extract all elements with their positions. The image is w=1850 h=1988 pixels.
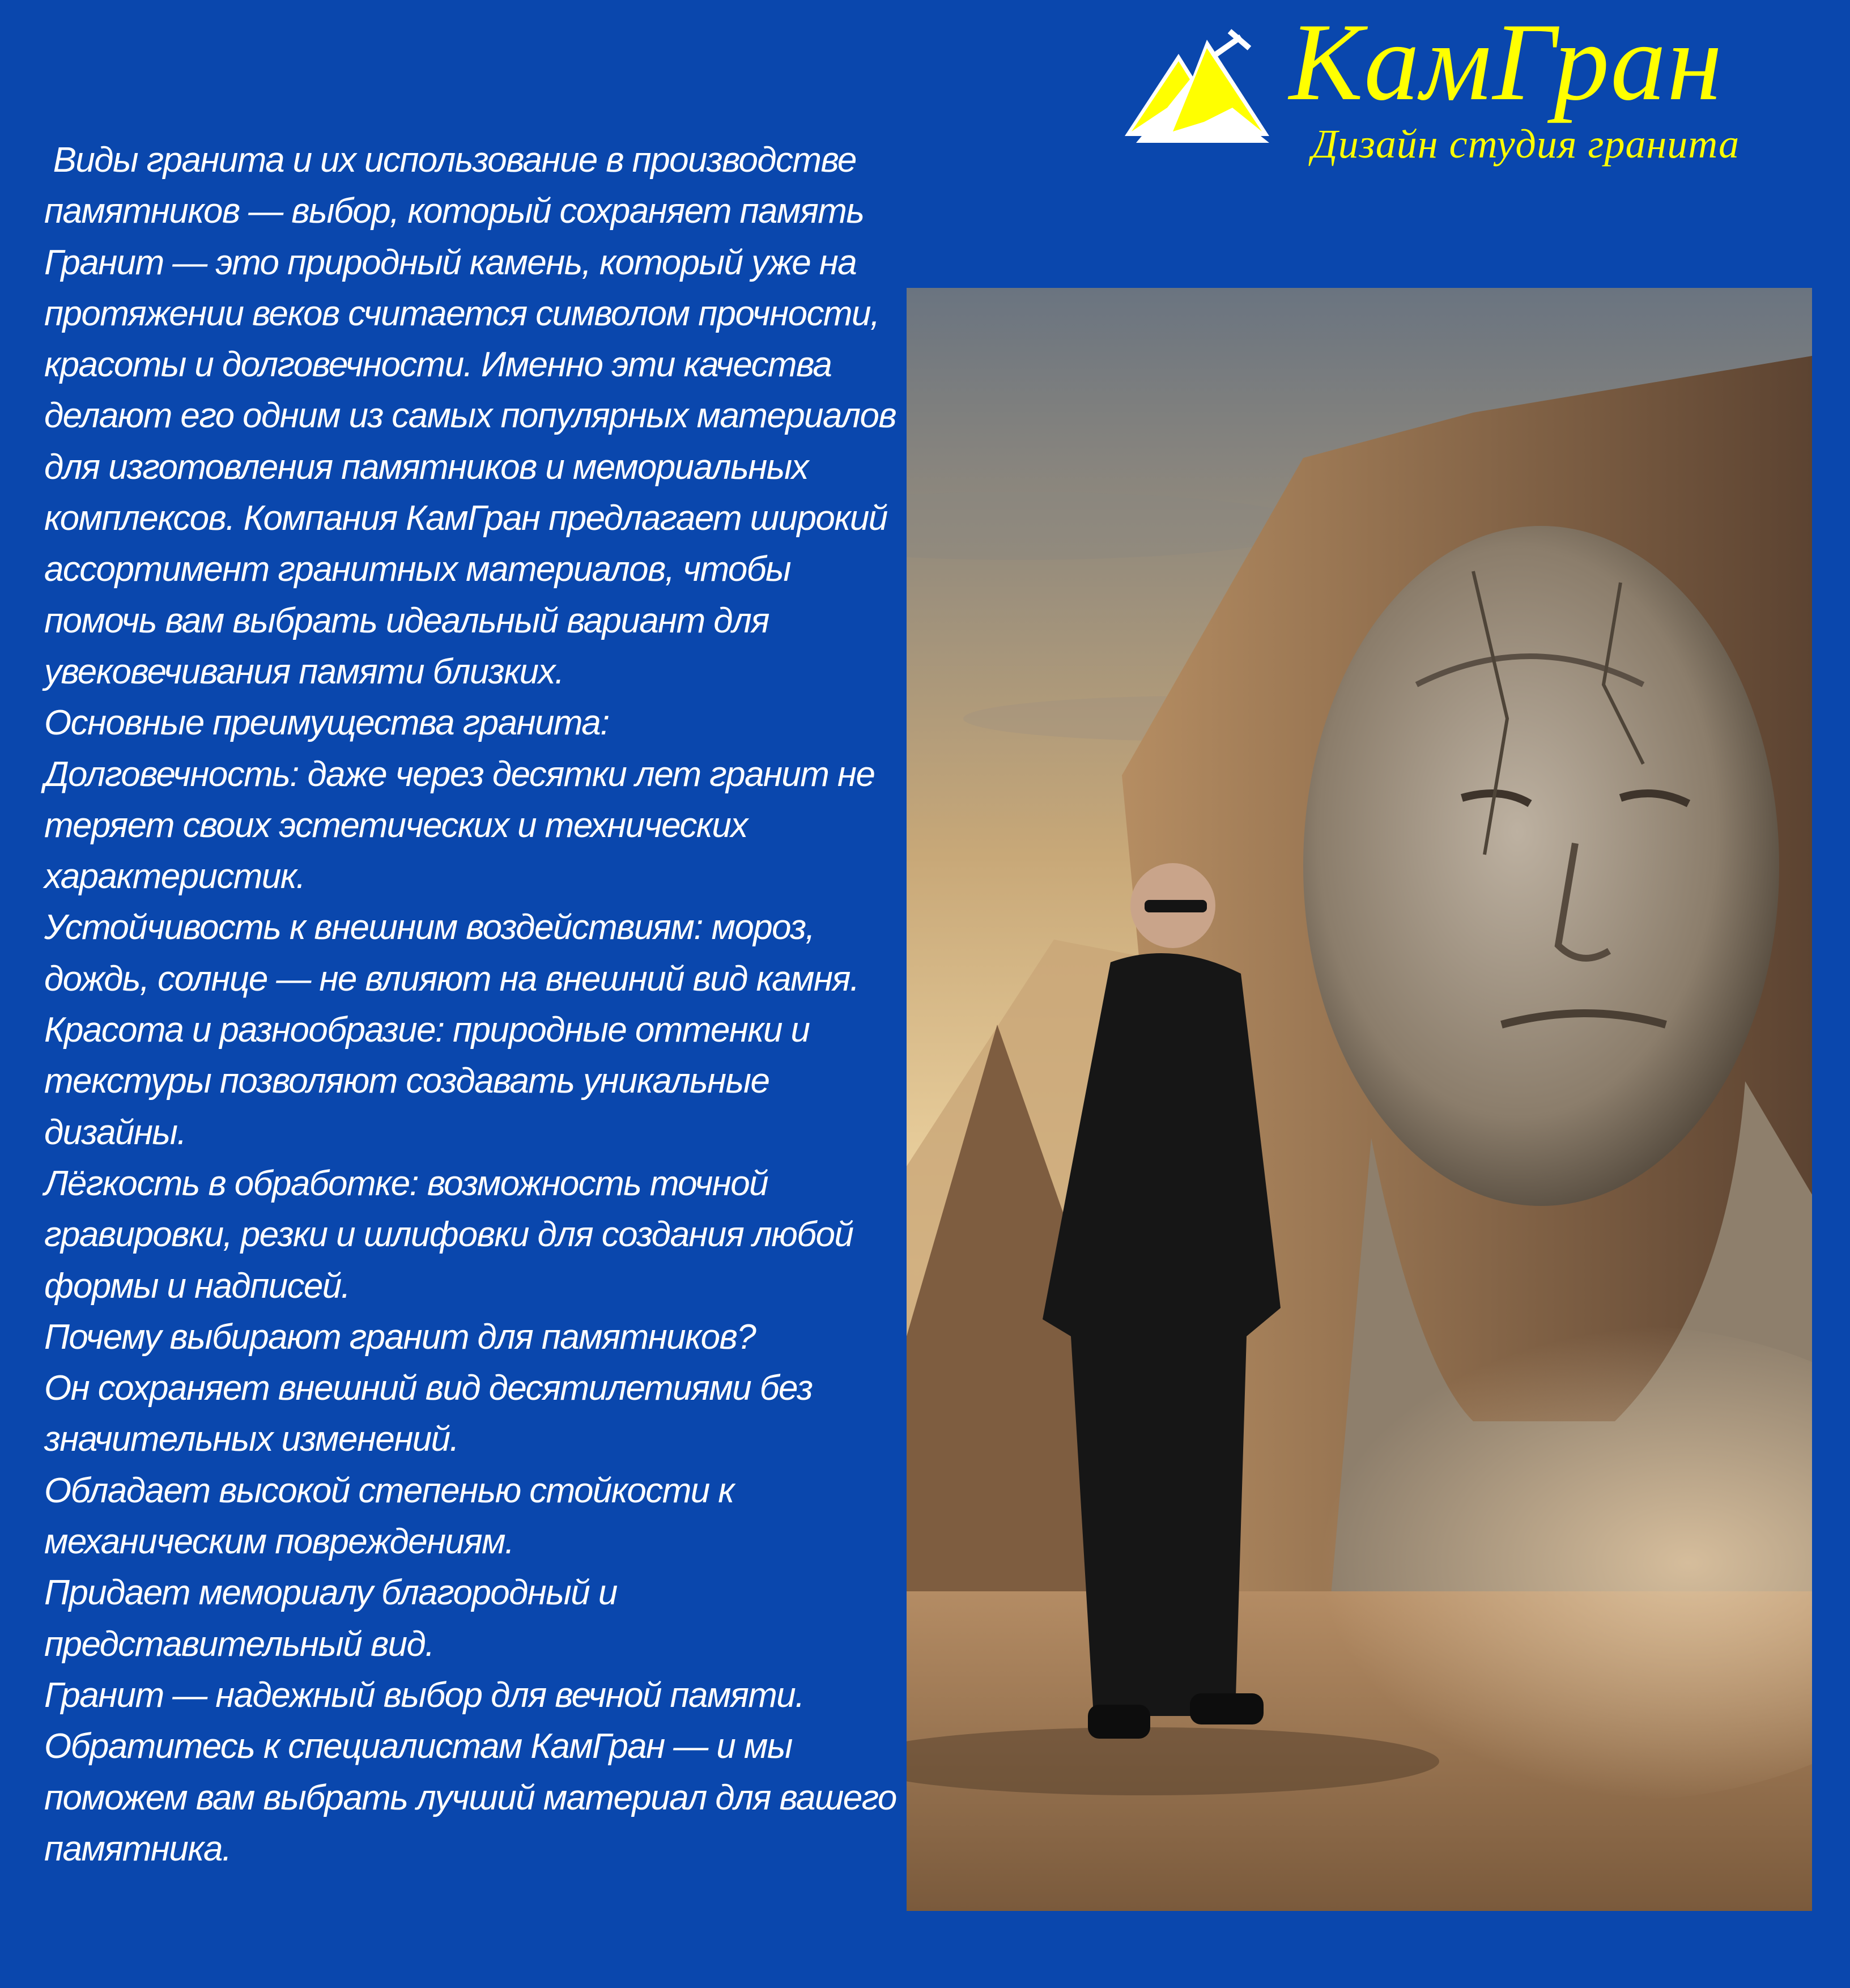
stone-head-sculpture-icon [907, 288, 1812, 1911]
advantage-item: Лёгкость в обработке: возможность точной гравировки, резки и шлифовки для создания любой формы и надписей. [44, 1163, 853, 1306]
advantages-heading: Основные преимущества гранита: [44, 703, 609, 743]
advantage-item: Устойчивость к внешним воздействиям: мороз, дождь, солнце — не влияют на внешний вид камня. [44, 908, 859, 999]
call-to-action: Обратитесь к специалистам КамГран — и мы поможем вам выбрать лучший материал для вашего памятника. [44, 1727, 896, 1868]
reason-item: Он сохраняет внешний вид десятилетиями без значительных изменений. [44, 1369, 813, 1459]
promo-photo [907, 288, 1812, 1911]
reason-item: Обладает высокой степенью стойкости к механическим повреждениям. [44, 1471, 734, 1562]
why-heading: Почему выбирают гранит для памятников? [44, 1317, 756, 1357]
conclusion-line: Гранит — надежный выбор для вечной памяти. [44, 1675, 804, 1715]
reason-item: Придает мемориалу благородный и представительный вид. [44, 1573, 617, 1664]
article-paragraph: Гранит — это природный камень, который уже на протяжении веков считается символом прочности, красоты и долговечности. Именно эти качества делают его одним из самых популярных материалов для изготовления памятников и мемориальных комплексов. Компания КамГран предлагает широкий ассортимент гранитных материалов, чтобы помочь вам выбрать идеальный вариант для увековечивания памяти близких. [44, 243, 896, 691]
article-heading: Виды гранита и их использование в производстве памятников — выбор, который сохраняет память [44, 141, 865, 231]
article-text [44, 135, 905, 1875]
brand-logo [1119, 1, 1822, 167]
advantage-item: Долговечность: даже через десятки лет гранит не теряет своих эстетических и технических характеристик. [44, 754, 875, 897]
brand-tagline: Дизайн студия гранита [1312, 121, 1740, 167]
mountain-logo-icon [1119, 23, 1275, 145]
advantage-item: Красота и разнообразие: природные оттенки и текстуры позволяют создавать уникальные дизайны. [44, 1010, 810, 1152]
brand-name: КамГран [1289, 1, 1724, 124]
